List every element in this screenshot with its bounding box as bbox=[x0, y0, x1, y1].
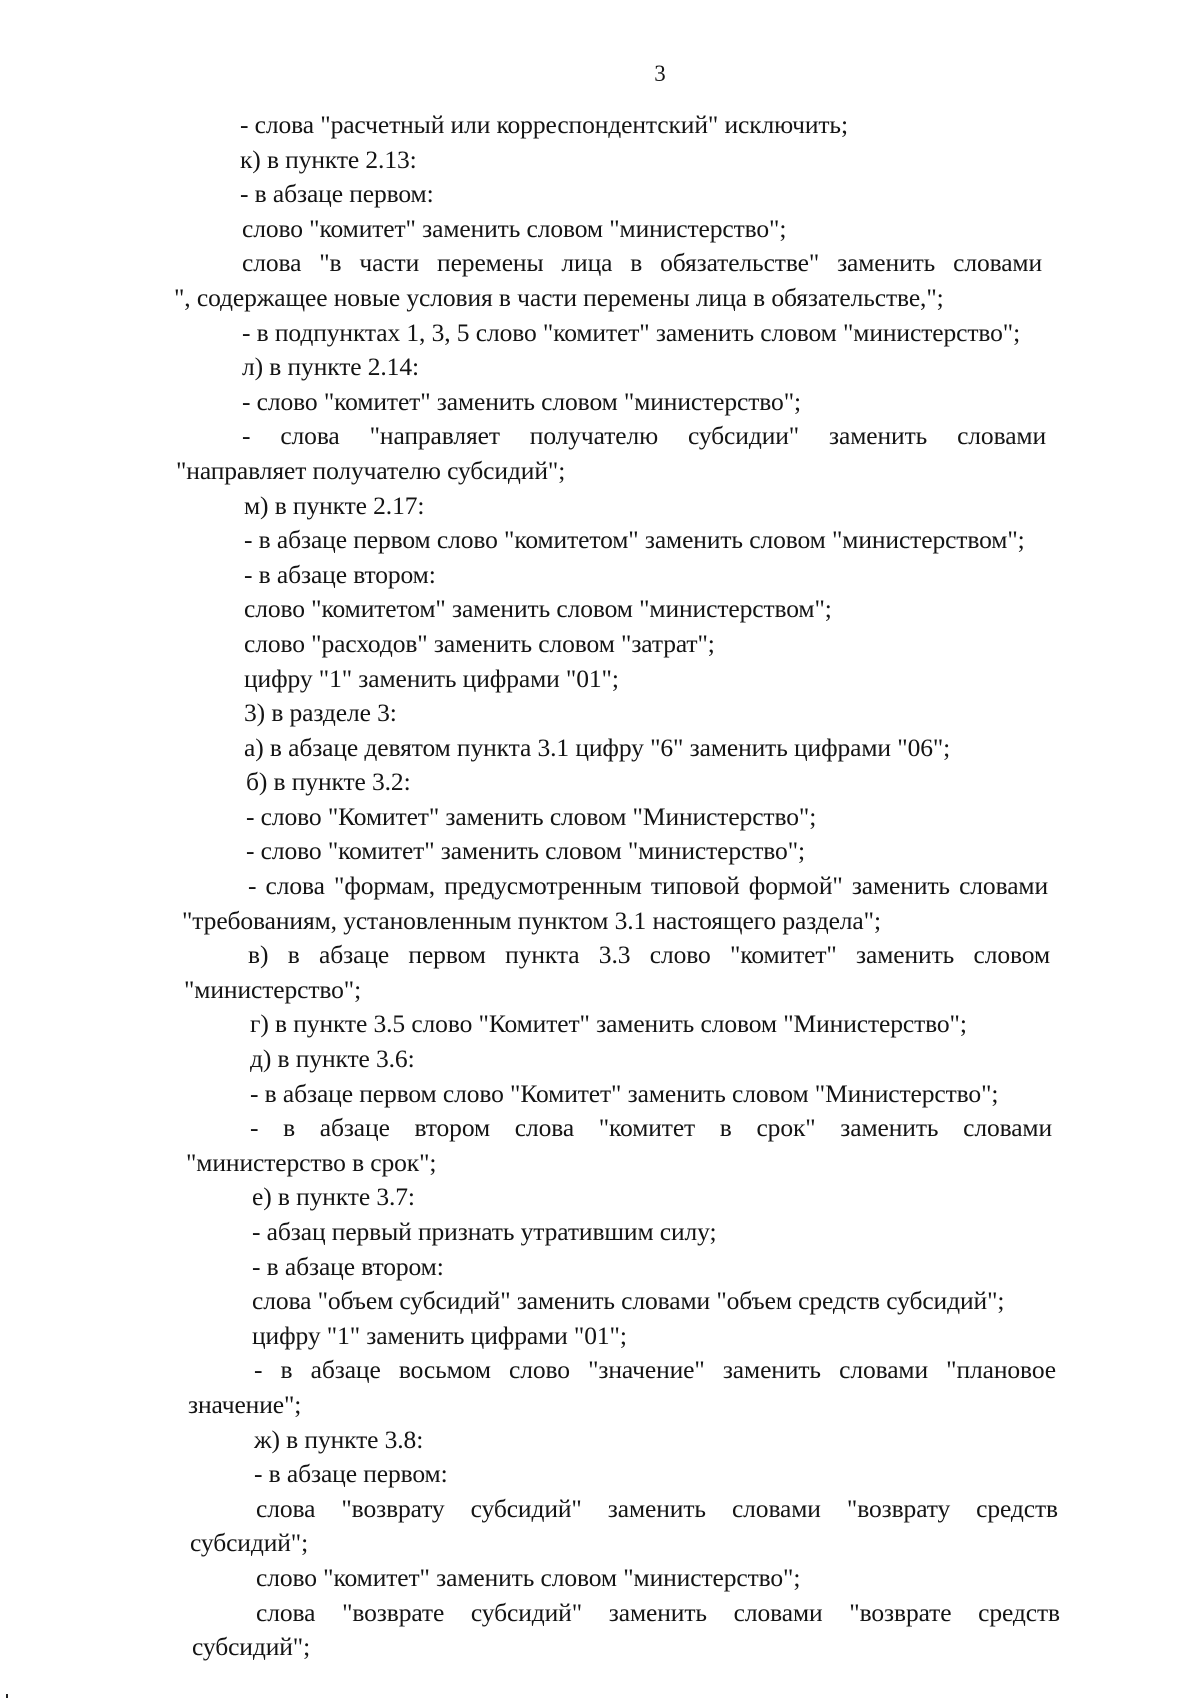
text-line: субсидий"; bbox=[190, 1528, 309, 1558]
text-line: ж) в пункте 3.8: bbox=[254, 1424, 424, 1454]
text-line: - в абзаце втором: bbox=[252, 1251, 444, 1281]
text-line: к) в пункте 2.13: bbox=[240, 144, 417, 174]
text-line: - слово "Комитет" заменить словом "Министерство"; bbox=[246, 801, 817, 831]
text-line: "министерство"; bbox=[184, 974, 362, 1004]
text-line: цифру "1" заменить цифрами "01"; bbox=[252, 1320, 627, 1350]
text-line: - в абзаце втором: bbox=[244, 559, 436, 589]
text-line: слова "возврате субсидий" заменить словами "возврате средств bbox=[256, 1597, 1060, 1627]
text-line: - в абзаце первом: bbox=[254, 1459, 448, 1489]
page-number: 3 bbox=[654, 61, 666, 86]
text-line: д) в пункте 3.6: bbox=[250, 1044, 415, 1074]
text-line: в) в абзаце первом пункта 3.3 слово "комитет" заменить словом bbox=[248, 940, 1050, 970]
text-line: слово "комитет" заменить словом "министерство"; bbox=[256, 1562, 801, 1592]
text-line: - слово "комитет" заменить словом "министерство"; bbox=[246, 836, 806, 866]
document-body bbox=[0, 108, 1200, 1665]
text-line: 3) в разделе 3: bbox=[244, 698, 397, 728]
text-line: л) в пункте 2.14: bbox=[242, 352, 419, 382]
text-line: г) в пункте 3.5 слово "Комитет" заменить словом "Министерство"; bbox=[250, 1009, 967, 1039]
text-line: - в подпунктах 1, 3, 5 слово "комитет" заменить словом "министерство"; bbox=[242, 317, 1021, 347]
text-line: значение"; bbox=[188, 1389, 302, 1419]
text-line: - абзац первый признать утратившим силу; bbox=[252, 1217, 717, 1246]
text-line: ", содержащее новые условия в части перемены лица в обязательстве,"; bbox=[174, 282, 944, 312]
text-line: слова "в части перемены лица в обязательстве" заменить словами bbox=[242, 248, 1042, 278]
text-line: субсидий"; bbox=[192, 1632, 311, 1662]
text-line: - в абзаце первом слово "комитетом" заменить словом "министерством"; bbox=[244, 525, 1025, 555]
text-line: е) в пункте 3.7: bbox=[252, 1182, 415, 1212]
text-line: цифру "1" заменить цифрами "01"; bbox=[244, 663, 619, 693]
text-line: б) в пункте 3.2: bbox=[246, 767, 411, 797]
text-line: а) в абзаце девятом пункта 3.1 цифру "6" заменить цифрами "06"; bbox=[244, 732, 951, 762]
text-line: - в абзаце первом слово "Комитет" заменить словом "Министерство"; bbox=[250, 1078, 999, 1108]
scan-mark bbox=[6, 1694, 8, 1698]
text-line: "министерство в срок"; bbox=[186, 1147, 437, 1177]
text-line: слово "расходов" заменить словом "затрат"; bbox=[244, 628, 715, 658]
text-line: слова "возврату субсидий" заменить словами "возврату средств bbox=[256, 1493, 1058, 1523]
text-line: - слово "комитет" заменить словом "министерство"; bbox=[242, 386, 802, 416]
text-line: "направляет получателю субсидий"; bbox=[176, 455, 566, 485]
text-line: - слова "направляет получателю субсидии" заменить словами bbox=[242, 421, 1046, 451]
text-line: слова "объем субсидий" заменить словами "объем средств субсидий"; bbox=[252, 1286, 1005, 1316]
text-line: м) в пункте 2.17: bbox=[244, 490, 425, 520]
text-line: - в абзаце первом: bbox=[240, 179, 434, 209]
text-line: - слова "формам, предусмотренным типовой формой" заменить словами bbox=[248, 871, 1048, 901]
text-line: - в абзаце восьмом слово "значение" заменить словами "плановое bbox=[254, 1355, 1056, 1385]
text-line: слово "комитетом" заменить словом "министерством"; bbox=[244, 594, 832, 624]
text-line: "требованиям, установленным пунктом 3.1 настоящего раздела"; bbox=[182, 905, 881, 935]
text-line: - слова "расчетный или корреспондентский" исключить; bbox=[240, 110, 848, 139]
text-line: - в абзаце втором слова "комитет в срок" заменить словами bbox=[250, 1113, 1052, 1143]
text-line: слово "комитет" заменить словом "министерство"; bbox=[242, 213, 787, 243]
